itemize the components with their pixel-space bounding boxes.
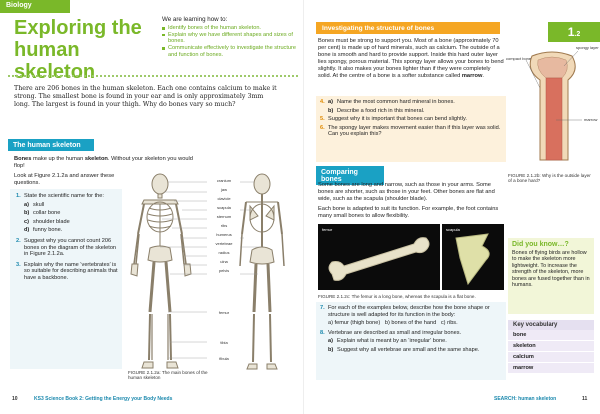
photo-label-scapula: scapula — [446, 227, 460, 232]
diagram-label-compact: compact bone — [506, 56, 532, 61]
vocab-item: bone — [508, 330, 594, 341]
text-span: Bones must be strong to support you. Most of a bone (approximately 70 per cent) is made up of hard minerals, such as calcium. The outside of a bone is smooth and hard to provide support. Inside this hard outer layer lies spongy, porous material. This spongy layer allows your bones to bend slightly. It also makes your bones lighter than if they were completely solid. At the centre of a bone is a softer substance called — [318, 38, 504, 79]
subquestion — [16, 219, 118, 226]
scapula-bone-image — [442, 224, 504, 290]
learning-heading: We are learning how to: — [162, 16, 228, 23]
instruction-text: Look at Figure 2.1.2a and answer these questions. — [14, 173, 115, 186]
subquestion-letter: a) — [328, 99, 333, 105]
question-8 — [320, 330, 504, 337]
question-3 — [16, 262, 118, 282]
front-skeleton — [131, 174, 191, 368]
bone-label: vertebrae — [215, 241, 233, 247]
key-vocabulary-box — [508, 320, 594, 374]
subquestion-letter: d) — [24, 227, 30, 234]
question-text: Describe a food rich in this mineral. — [337, 107, 425, 114]
section-text — [14, 156, 204, 170]
page-title — [14, 17, 164, 83]
question-text: The spongy layer makes movement easier than if this layer was solid. Can you explain this? — [328, 124, 501, 138]
section-number-box — [548, 22, 600, 42]
question-4a — [320, 99, 504, 106]
subquestion-letter: c) — [24, 218, 29, 225]
bone-label: fibula — [219, 356, 229, 361]
question-text: Suggest why you cannot count 206 bones on the diagram of the skeleton in Figure 2.1.2a. — [24, 237, 117, 258]
did-you-know-text: Bones of flying birds are hollow to make the skeleton more lightweight. To increase the strength of the skeleton, more bones are fused together than in humans. — [512, 250, 590, 289]
vocab-item: marrow — [508, 363, 594, 374]
did-you-know-box — [508, 238, 594, 314]
bone-label: ulna — [220, 259, 228, 265]
question-number — [320, 108, 328, 115]
photo-label-femur: femur — [322, 227, 333, 232]
diagram-label-marrow: marrow — [584, 117, 598, 122]
femur-photo — [318, 224, 440, 290]
bone-label: pelvis — [218, 268, 230, 274]
question-text: Suggest why it is important that bones can bend slightly. — [328, 116, 467, 123]
learning-item: Communicate effectively to investigate the structure and function of bones. — [162, 45, 302, 58]
vocab-item: skeleton — [508, 341, 594, 352]
subquestion — [16, 227, 118, 234]
bone-label: clavicle — [217, 196, 231, 202]
back-skeleton — [240, 174, 284, 369]
learning-item: Identify bones of the human skeleton. — [162, 25, 302, 31]
footer-search: SEARCH: human skeleton — [494, 396, 557, 402]
question-4b — [320, 108, 504, 115]
question-number: 2. — [16, 237, 21, 244]
structure-paragraph: Bones must be strong to support you. Most of a bone (approximately 70 per cent) is made up of hard minerals, such as calcium. The outside of a bone is smooth and hard to provide support. Inside this hard outer layer lies spongy, porous material. This spongy layer allows your bones to bend slightly. It also makes your bones lighter than if they were completely solid. At the centre of a bone is a softer substance called marrow. — [318, 38, 504, 79]
subquestion-text: Suggest why all vertebrae are small and the same shape. — [337, 346, 480, 353]
question-number: 1. — [16, 193, 21, 199]
question-5 — [320, 116, 504, 123]
subquestion-text: shoulder blade — [33, 218, 70, 225]
figure-caption-photos: FIGURE 2.1.2c: The femur is a long bone, whereas the scapula is a flat bone. — [318, 294, 476, 299]
subquestion-letter: b) — [24, 210, 30, 217]
dotted-divider — [8, 75, 298, 77]
vocab-item: calcium — [508, 352, 594, 363]
subquestion-text: Explain what is meant by an ‘irregular’ bone. — [337, 338, 447, 345]
question-number: 3. — [16, 261, 21, 268]
bone-structure-diagram — [506, 48, 600, 168]
question-number: 7. — [320, 305, 325, 311]
did-you-know-heading: Did you know…? — [512, 241, 569, 248]
bold-term: marrow — [461, 73, 483, 79]
bone-label: radius — [218, 250, 230, 256]
text-span: make up the human — [31, 156, 85, 162]
key-vocabulary-heading: Key vocabulary — [508, 320, 594, 330]
question-text: Name the most common hard mineral in bones. — [337, 99, 455, 105]
subquestion-letter: a) — [328, 338, 333, 345]
structure-question-list — [320, 99, 504, 138]
question-6 — [320, 125, 504, 138]
question-number: 6. — [320, 124, 325, 131]
bone-label: ribs — [220, 223, 228, 229]
subquestion — [16, 210, 118, 217]
question-text: State the scientific name for the: — [24, 193, 104, 199]
text-span: . Without your skeleton you would flop! — [14, 156, 193, 169]
footer-page-number-right: 11 — [582, 396, 588, 402]
subquestion-text: collar bone — [33, 210, 61, 217]
footer-page-number-left: 10 — [12, 396, 18, 402]
question-number: 5. — [320, 116, 325, 123]
question-7 — [320, 305, 504, 318]
question-text: Explain why the name ‘vertebrates’ is so suitable for describing animals that have a backbone. — [24, 261, 118, 281]
learning-item: Explain why we have different shapes and sizes of bones. — [162, 32, 302, 45]
question-number: 8. — [320, 329, 325, 336]
page-gutter — [303, 0, 304, 414]
bone-labels — [205, 176, 243, 276]
figure-caption-skeleton: FIGURE 2.1.2a: The main bones of the human skeleton — [128, 370, 208, 381]
bone-label: humerus — [216, 232, 232, 238]
learning-objectives — [162, 25, 302, 59]
femur-bone-image — [318, 224, 440, 290]
subquestion-text: funny bone. — [33, 227, 63, 234]
comparing-question-list — [320, 305, 504, 354]
question-text: For each of the examples below, describe how the bone shape or structure is well adapted for its function in the body: — [328, 305, 490, 318]
section-subnumber: .2 — [574, 31, 581, 38]
question-2 — [16, 238, 118, 258]
section-heading-structure: Investigating the structure of bones — [316, 22, 500, 34]
bone-label: jaw — [220, 187, 227, 193]
bone-label: scapula — [217, 205, 231, 211]
bone-label: tibia — [220, 340, 228, 345]
question-7-options: a) femur (thigh bone) b) bones of the hand c) ribs. — [328, 320, 458, 327]
intro-paragraph: There are 206 bones in the human skeleton. Each one contains calcium to make it strong. The smallest bone is found in your ear and is only approximately 3mm long. The largest is found in your thigh. Why do bones vary so much? — [14, 85, 277, 108]
bold-term: skeleton — [84, 156, 108, 162]
subquestion-letter: a) — [24, 201, 29, 208]
section-heading-comparing: Comparing bones — [316, 166, 384, 185]
bone-label: sternum — [216, 214, 232, 220]
section-number: 1 — [567, 25, 575, 39]
bone-label: cranium — [216, 178, 232, 183]
question-number: 4. — [320, 99, 325, 105]
title-line-2: human skeleton — [14, 39, 96, 83]
bold-term: Bones — [14, 156, 32, 162]
subquestion-letter: b) — [328, 346, 334, 353]
scapula-photo — [442, 224, 504, 290]
question-text: Vertebrae are described as small and irregular bones. — [328, 329, 462, 336]
diagram-label-spongy: spongy layer — [576, 45, 599, 50]
section-heading-human-skeleton: The human skeleton — [8, 139, 94, 151]
bone-label: femur — [218, 310, 230, 315]
question-8a — [320, 338, 504, 345]
title-line-1: Exploring the — [14, 17, 142, 39]
question-list — [16, 193, 118, 282]
subquestion-text: skull — [33, 201, 45, 208]
footer-book-title: KS3 Science Book 2: Getting the Energy your Body Needs — [34, 396, 173, 402]
question-8b — [320, 347, 504, 354]
subquestion — [16, 202, 118, 209]
subquestion-letter: b) — [328, 107, 334, 114]
figure-caption-bone: FIGURE 2.1.2b: Why is the outside layer of a bone hard? — [508, 173, 591, 184]
question-1 — [16, 193, 118, 200]
comparing-paragraph-2: Each bone is adapted to suit its function. For example, the foot contains many small bones to allow flexibility. — [318, 206, 499, 219]
comparing-paragraph-1: Some bones are long and narrow, such as those in your arms. Some bones are shorter, such as those in your feet. Other bones are flat and wide, such as the scapula (shoulder blade). — [318, 182, 495, 202]
subject-tag: Biology — [0, 0, 70, 13]
